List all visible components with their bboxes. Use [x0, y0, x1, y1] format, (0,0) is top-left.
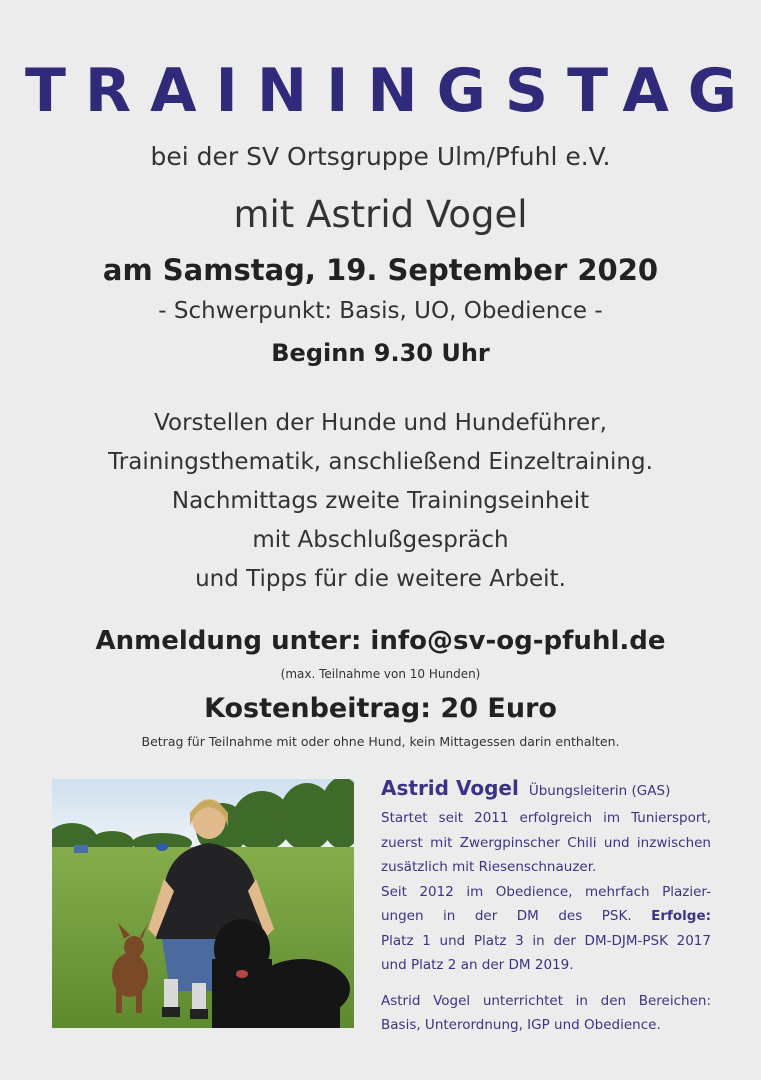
- photo-illustration: [52, 779, 354, 1028]
- start-time: Beginn 9.30 Uhr: [271, 339, 490, 367]
- registration-line: Anmeldung unter: info@sv-og-pfuhl.de: [95, 626, 666, 656]
- max-participants: (max. Teilnahme von 10 Hunden): [280, 667, 481, 681]
- trainer-bio: [381, 776, 711, 1038]
- description: [0, 404, 761, 599]
- bio-teach-line: Astrid Vogel unterrichtet in den Bereichen:: [381, 992, 711, 1009]
- description-line: mit Abschlußgespräch: [252, 527, 509, 553]
- bio-line: Platz 1 und Platz 3 in der DM-DJM-PSK 2017: [381, 932, 711, 949]
- bio-teach-line: Basis, Unterordnung, IGP und Obedience.: [381, 1017, 661, 1033]
- focus-line: - Schwerpunkt: Basis, UO, Obedience -: [158, 298, 603, 324]
- bio-line: Seit 2012 im Obedience, mehrfach Plazier-: [381, 883, 711, 900]
- bio-line: zuerst mit Zwergpinscher Chili und inzwischen: [381, 834, 711, 851]
- description-line: Trainingsthematik, anschließend Einzeltraining.: [108, 449, 653, 475]
- bio-line: Startet seit 2011 erfolgreich im Tuniersport,: [381, 810, 711, 826]
- bio-line: zusätzlich mit Riesenschnauzer.: [381, 859, 597, 875]
- trainer-line: mit Astrid Vogel: [233, 193, 528, 236]
- bio-success-label: Erfolge:: [651, 908, 711, 924]
- cost-note: Betrag für Teilnahme mit oder ohne Hund, kein Mittagessen darin enthalten.: [141, 734, 620, 749]
- trainer-photo: [52, 779, 354, 1028]
- club-line: bei der SV Ortsgruppe Ulm/Pfuhl e.V.: [150, 142, 611, 171]
- bio-header: [381, 776, 711, 800]
- event-date: am Samstag, 19. September 2020: [102, 253, 659, 287]
- bio-role: Übungsleiterin (GAS): [528, 783, 671, 799]
- description-line: und Tipps für die weitere Arbeit.: [195, 566, 566, 592]
- bio-line: [381, 904, 711, 929]
- bio-dm-text: ungen in der DM des PSK.: [381, 908, 632, 924]
- bio-name: Astrid Vogel: [381, 776, 519, 800]
- description-line: Nachmittags zweite Trainingseinheit: [171, 488, 590, 514]
- poster-title: TRAININGSTAG: [24, 56, 757, 126]
- bio-line: und Platz 2 an der DM 2019.: [381, 957, 574, 973]
- cost-line: Kostenbeitrag: 20 Euro: [204, 693, 557, 724]
- description-line: Vorstellen der Hunde und Hundeführer,: [154, 410, 607, 436]
